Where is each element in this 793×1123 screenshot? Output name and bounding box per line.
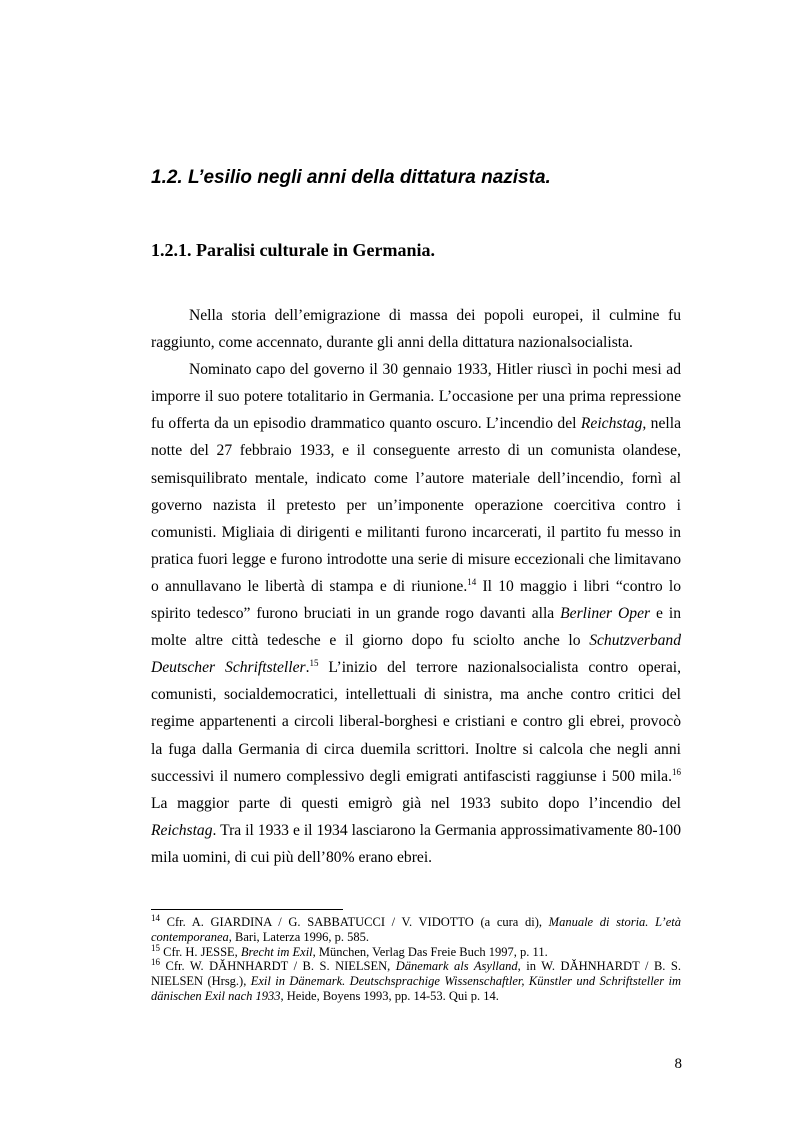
paragraph-2: [151, 356, 681, 871]
footnote-title: Manuale di storia. L’età contemporanea: [151, 915, 681, 944]
paragraph-1: [151, 302, 681, 356]
footnote-number: 16: [151, 957, 160, 968]
footnote-15: [151, 942, 681, 960]
page-number: 8: [674, 1056, 682, 1072]
subsection-title: 1.2.1. Paralisi culturale in Germania.: [151, 240, 435, 260]
footnote-title: Exil in Dänemark. Deutschsprachige Wissenschaftler, Künstler und Schriftsteller im dänischen Exil nach 1933: [151, 974, 681, 1003]
paragraph-text: La maggior parte di questi emigrò già nel 1933 subito dopo l’incendio del: [151, 794, 681, 812]
footnote-text: , Heide, Boyens 1993, pp. 14-53. Qui p. 14.: [280, 988, 499, 1003]
paragraph-text: Nominato capo del governo il 30 gennaio 1933, Hitler riuscì in pochi mesi ad imporre il suo potere totalitario in Germania. L’occasione per una prima repressione fu offerta da un episodio drammatico quanto oscuro. L’incendio del: [151, 361, 681, 433]
footnote-ref-16[interactable]: 16: [672, 766, 681, 777]
footnote-number: 14: [151, 912, 160, 923]
footnote-text: Cfr. H. JESSE,: [160, 944, 241, 959]
paragraph-text: . Tra il 1933 e il 1934 lasciarono la Germania approssimativamente 80-100 mila uomini, di cui più dell’80% erano ebrei.: [151, 821, 681, 866]
paragraph-text: nella notte del 27 febbraio 1933, e il conseguente arresto di un comunista olandese, semisquilibrato mentale, indicato come l’autore materiale dell’incendio, fornì al governo nazista il pretesto per un’imponente operazione coercitiva contro i comunisti. Migliaia di dirigenti e militanti furono incarcerati, il partito fu messo in pratica fuori legge e furono introdotte una serie di misure eccezionali che limitavano o annullavano le libertà di stampa e di riunione.: [151, 415, 681, 595]
italic-term-schutzverband: Schutzverband Deutscher Schriftsteller: [151, 632, 681, 677]
paragraph-text: e in molte altre città tedesche e il giorno dopo fu sciolto anche lo: [151, 605, 681, 650]
italic-term-reichstag: Reichstag,: [580, 415, 647, 433]
italic-term-berliner-oper: Berliner Oper: [560, 605, 651, 623]
section-title: 1.2. L’esilio negli anni della dittatura nazista.: [151, 167, 551, 188]
footnote-ref-15[interactable]: 15: [309, 658, 319, 669]
footnote-text: Cfr. A. GIARDINA / G. SABBATUCCI / V. VIDOTTO (a cura di),: [160, 915, 549, 929]
footnote-divider: [151, 909, 343, 910]
footnote-text: Cfr. W. DǍHNHARDT / B. S. NIELSEN,: [160, 959, 396, 974]
paragraph-text: Nella storia dell’emigrazione di massa dei popoli europei, il culmine fu raggiunto, come accennato, durante gli anni della dittatura nazionalsocialista.: [151, 307, 681, 352]
footnote-number: 15: [151, 942, 160, 953]
footnote-text: , Bari, Laterza 1996, p. 585.: [228, 929, 369, 944]
paragraph-text: .: [305, 659, 310, 677]
footnote-title: Brecht im Exil: [240, 944, 313, 959]
paragraph-text: L’inizio del terrore nazionalsocialista contro operai, comunisti, socialdemocratici, intellettuali di sinistra, ma anche contro critici del regime appartenenti a circoli liberal-borghesi e cristiani e contro gli ebrei, provocò la fuga dalla Germania di circa duemila scrittori. Inoltre si calcola che negli anni successivi il numero complessivo degli emigrati antifascisti raggiunse i 500 mila.: [151, 659, 681, 785]
footnote-text: , in W. DǍHNHARDT / B. S. NIELSEN (Hrsg.),: [151, 959, 681, 989]
footnote-ref-14[interactable]: 14: [467, 576, 477, 587]
footnote-16: [151, 959, 681, 1003]
footnote-14: [151, 912, 681, 945]
footnote-text: , München, Verlag Das Freie Buch 1997, p. 11.: [312, 944, 548, 959]
footnote-title: Dänemark als Asylland: [395, 959, 518, 974]
footnotes: [151, 912, 681, 1004]
italic-term-reichstag: Reichstag: [151, 821, 213, 839]
paragraph-text: Il 10 maggio i libri “contro lo spirito tedesco” furono bruciati in un grande rogo davanti alla: [151, 577, 681, 623]
body-text: [151, 302, 681, 871]
